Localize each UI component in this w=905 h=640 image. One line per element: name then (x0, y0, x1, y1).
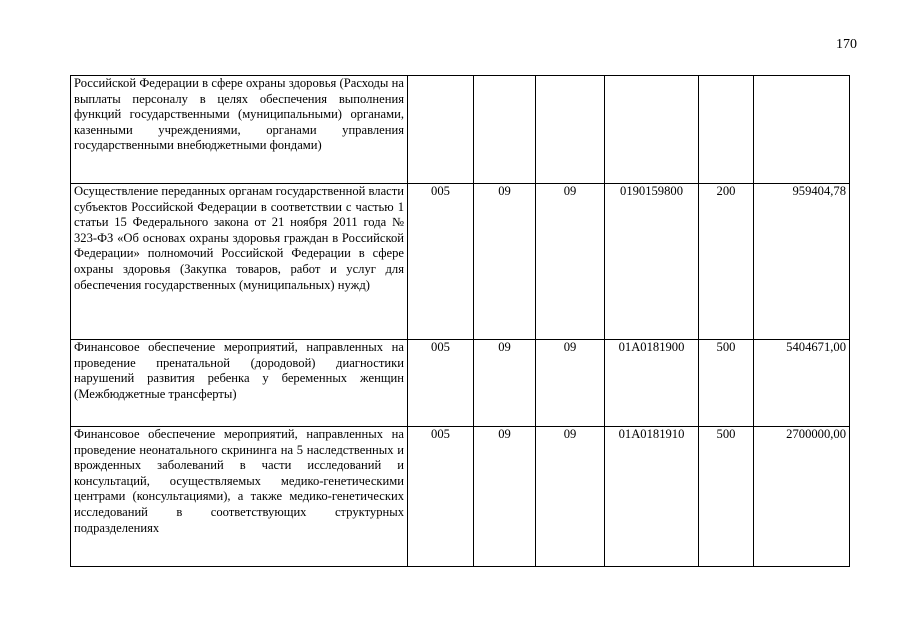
target-article-cell: 0190159800 (605, 184, 699, 340)
target-article-cell (605, 76, 699, 184)
subsection-code-cell: 09 (536, 184, 605, 340)
subsection-code-cell: 09 (536, 427, 605, 567)
section-code-cell (474, 76, 536, 184)
ministry-code-cell: 005 (408, 427, 474, 567)
amount-cell: 2700000,00 (754, 427, 850, 567)
amount-cell: 959404,78 (754, 184, 850, 340)
target-article-cell: 01А0181910 (605, 427, 699, 567)
ministry-code-cell: 005 (408, 184, 474, 340)
ministry-code-cell (408, 76, 474, 184)
amount-cell (754, 76, 850, 184)
expense-type-cell: 500 (699, 340, 754, 427)
page-number: 170 (836, 37, 857, 52)
ministry-code-cell: 005 (408, 340, 474, 427)
row-description: Российской Федерации в сфере охраны здоровья (Расходы на выплаты персоналу в целях обеспечения выполнения функций государственными (муниципальными) органами, казенными учреждениями, органами управления государственными внебюджетными фондами) (71, 76, 408, 184)
subsection-code-cell (536, 76, 605, 184)
expense-type-cell: 500 (699, 427, 754, 567)
section-code-cell: 09 (474, 184, 536, 340)
subsection-code-cell: 09 (536, 340, 605, 427)
table-row (71, 340, 850, 427)
table-row (71, 427, 850, 567)
row-description: Финансовое обеспечение мероприятий, направленных на проведение неонатального скрининга на 5 наследственных и врожденных заболеваний в части исследований и консультаций, осуществляемых медико-генетическими центрами (консультациями), а также медико-генетических исследований в соответствующих структурных подразделениях (71, 427, 408, 567)
table-row (71, 76, 850, 184)
table-row (71, 184, 850, 340)
section-code-cell: 09 (474, 340, 536, 427)
section-code-cell: 09 (474, 427, 536, 567)
row-description: Осуществление переданных органам государственной власти субъектов Российской Федерации в соответствии с частью 1 статьи 15 Федерального закона от 21 ноября 2011 года № 323-ФЗ «Об основах охраны здоровья граждан в Российской Федерации» полномочий Российской Федерации в сфере охраны здоровья (Закупка товаров, работ и услуг для обеспечения государственных (муниципальных) нужд) (71, 184, 408, 340)
expense-type-cell (699, 76, 754, 184)
target-article-cell: 01А0181900 (605, 340, 699, 427)
row-description: Финансовое обеспечение мероприятий, направленных на проведение пренатальной (дородовой) диагностики нарушений развития ребенка у беременных женщин (Межбюджетные трансферты) (71, 340, 408, 427)
expense-type-cell: 200 (699, 184, 754, 340)
amount-cell: 5404671,00 (754, 340, 850, 427)
budget-table (70, 75, 850, 567)
